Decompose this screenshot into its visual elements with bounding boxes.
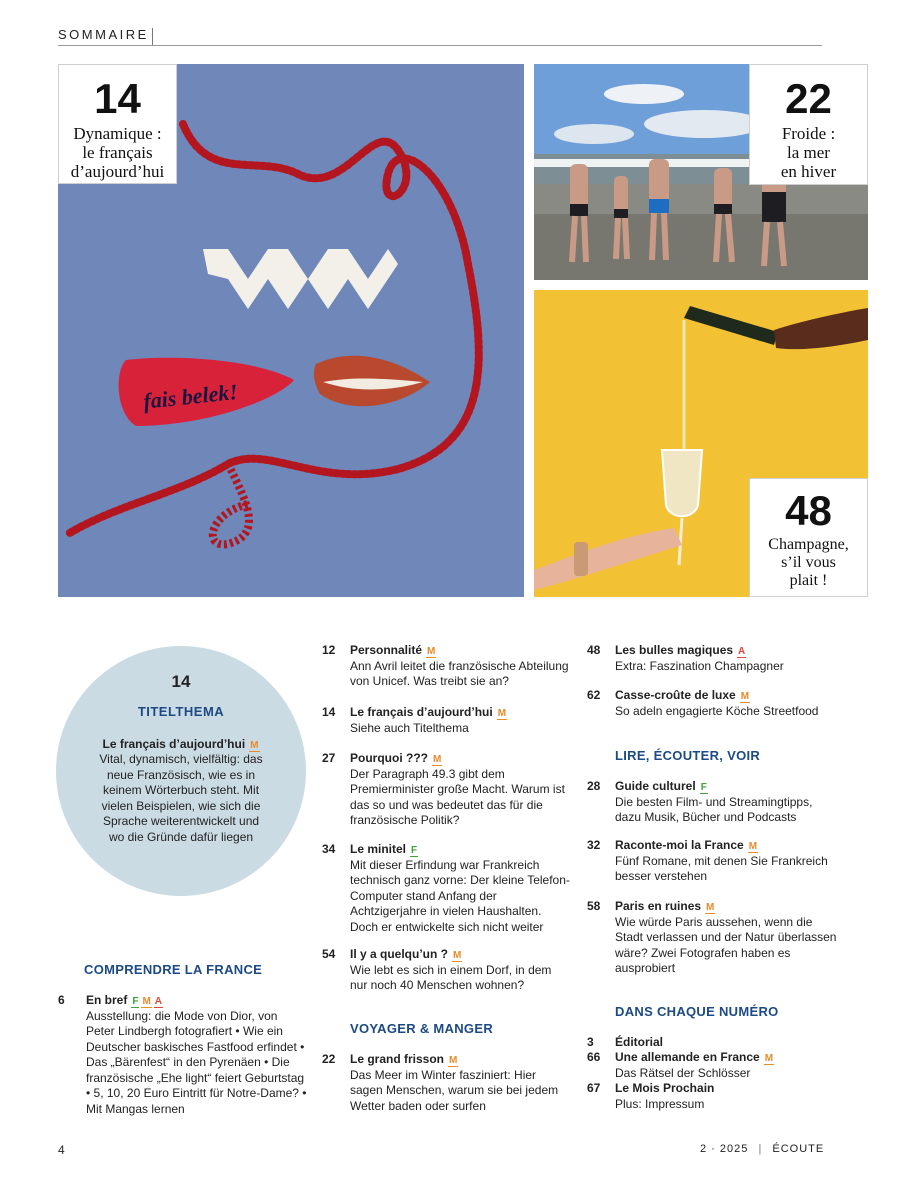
card-text: fais belek! [142,378,239,414]
level-badge: M [748,841,758,852]
section-title: SOMMAIRE [58,27,149,42]
header-divider [152,28,153,45]
level-badge: M [764,1053,774,1064]
level-badge: A [738,646,746,657]
cover-story-text: Vital, dynamisch, vielfältig: das neue Französisch, wie es in keinem Wörterbuch steht. Mit vielen Beispielen, wie sich die Sprache weiterentwickelt und wo die Gründe dafür liegen [99,752,263,844]
page-number: 4 [58,1143,65,1157]
cover-story-page: 14 [171,672,191,691]
level-badge: M [497,708,507,719]
feature-caption: Champagne, s’il vous plait ! [768,536,849,589]
feature-box-champagne[interactable] [749,478,868,597]
level-badge: F [700,782,707,793]
level-badge: M [449,1055,458,1066]
level-badge: A [154,996,163,1007]
level-badge: M [250,740,259,751]
cover-story-title: Le français d’aujourd’hui M [102,737,259,751]
cover-story-circle[interactable] [56,646,306,896]
level-badge: M [427,646,436,657]
level-badge: M [706,902,715,913]
feature-number: 48 [785,487,832,534]
level-badge: M [740,691,750,702]
cover-story-kicker: TITELTHEMA [137,704,225,719]
feature-box-dynamique[interactable] [58,64,177,184]
section-heading: DANS CHAQUE NUMÉRO [615,1004,779,1019]
feature-number: 14 [94,75,141,122]
level-badge: M [432,754,442,765]
feature-caption: Dynamique : le français d’aujourd’hui [70,124,165,181]
level-badge: M [453,950,462,961]
level-badge: F [411,845,418,856]
feature-caption: Froide : la mer en hiver [780,124,837,181]
feature-box-froide[interactable] [749,64,868,185]
level-badge: M [142,996,151,1007]
issue-info: 2 · 2025 | ÉCOUTE [700,1143,825,1155]
header-rule [58,45,822,46]
section-heading: COMPRENDRE LA FRANCE [84,962,263,977]
section-heading: VOYAGER & MANGER [350,1021,494,1036]
level-badge: F [132,996,139,1007]
section-heading: LIRE, ÉCOUTER, VOIR [615,748,761,763]
feature-number: 22 [785,75,832,122]
